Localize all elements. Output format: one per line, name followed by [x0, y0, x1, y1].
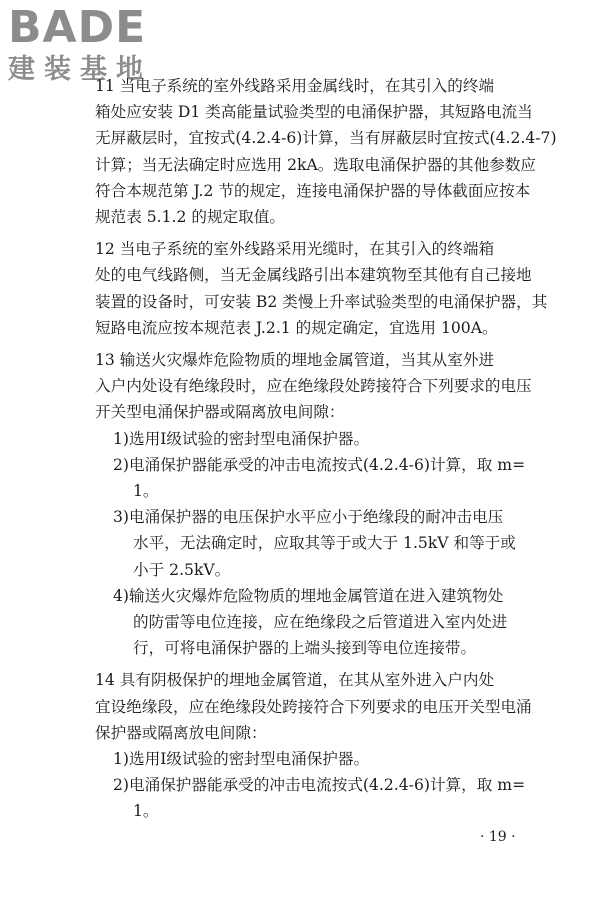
logo-subtitle: 建装基地 [8, 54, 152, 85]
text-line: 保护器或隔离放电间隙： [95, 724, 267, 742]
list-item: 1)选用Ⅰ级试验的密封型电涌保护器。 [113, 750, 370, 768]
list-item-cont: 行，可将电涌保护器的上端头接到等电位连接带。 [133, 639, 477, 657]
text-line: 12 当电子系统的室外线路采用光缆时，在其引入的终端箱 [95, 240, 495, 258]
list-item-cont: 的防雷等电位连接，应在绝缘段之后管道进入室内处进 [133, 613, 508, 631]
text-line: 规范表 5.1.2 的规定取值。 [95, 208, 285, 226]
text-line: 13 输送火灾爆炸危险物质的埋地金属管道，当其从室外进 [95, 351, 495, 369]
text-line: 14 具有阴极保护的埋地金属管道，在其从室外进入户内处 [95, 671, 495, 689]
page-number: · 19 · [480, 829, 516, 845]
text-line: 装置的设备时，可安装 B2 类慢上升率试验类型的电涌保护器，其 [95, 293, 548, 311]
text-line: 处的电气线路侧，当无金属线路引出本建筑物至其他有自己接地 [95, 266, 532, 284]
list-item: 2)电涌保护器能承受的冲击电流按式(4.2.4-6)计算，取 m= [113, 456, 526, 474]
logo-wordmark: BADE [8, 2, 147, 53]
list-item-cont: 小于 2.5kV。 [133, 561, 231, 579]
list-item-cont: 水平，无法确定时，应取其等于或大于 1.5kV 和等于或 [133, 534, 516, 552]
list-item-cont: 1。 [133, 482, 159, 500]
list-item: 3)电涌保护器的电压保护水平应小于绝缘段的耐冲击电压 [113, 508, 504, 526]
list-item-cont: 1。 [133, 802, 159, 820]
text-line: 入户内处设有绝缘段时，应在绝缘段处跨接符合下列要求的电压 [95, 377, 532, 395]
text-line: 开关型电涌保护器或隔离放电间隙： [95, 403, 345, 421]
text-line: 宜设绝缘段，应在绝缘段处跨接符合下列要求的电压开关型电涌 [95, 698, 532, 716]
text-line: 短路电流应按本规范表 J.2.1 的规定确定，宜选用 100A。 [95, 319, 498, 337]
text-line: 11 当电子系统的室外线路采用金属线时，在其引入的终端 [95, 77, 495, 95]
text-line: 箱处应安装 D1 类高能量试验类型的电涌保护器，其短路电流当 [95, 103, 533, 121]
list-item: 1)选用Ⅰ级试验的密封型电涌保护器。 [113, 430, 370, 448]
text-line: 无屏蔽层时，宜按式(4.2.4-6)计算，当有屏蔽层时宜按式(4.2.4-7) [95, 129, 557, 147]
text-line: 符合本规范第 J.2 节的规定，连接电涌保护器的导体截面应按本 [95, 182, 531, 200]
list-item: 4)输送火灾爆炸危险物质的埋地金属管道在进入建筑物处 [113, 587, 504, 605]
list-item: 2)电涌保护器能承受的冲击电流按式(4.2.4-6)计算，取 m= [113, 776, 526, 794]
text-line: 计算；当无法确定时应选用 2kA。选取电涌保护器的其他参数应 [95, 156, 537, 174]
